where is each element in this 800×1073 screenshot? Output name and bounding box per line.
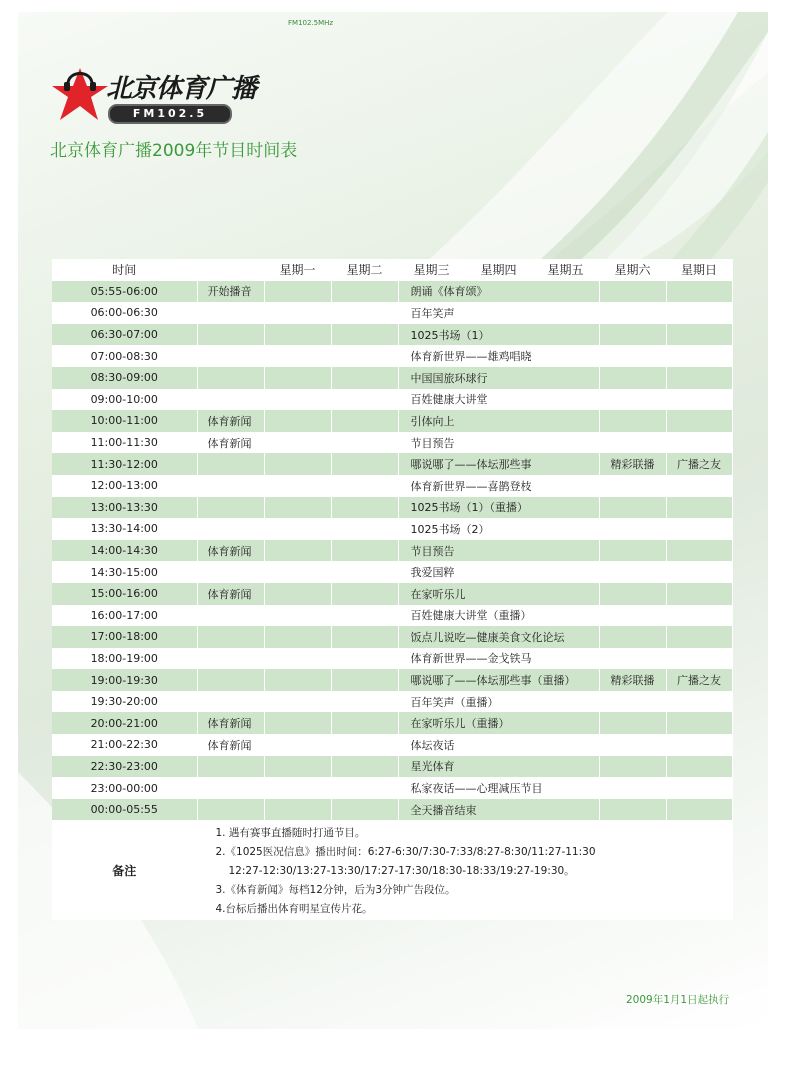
news-cell — [197, 345, 264, 367]
sunday-cell — [666, 410, 732, 432]
tuesday-cell — [331, 389, 398, 411]
monday-cell — [264, 345, 331, 367]
monday-cell — [264, 281, 331, 303]
news-cell: 体育新闻 — [197, 583, 264, 605]
program-cell: 节目预告 — [398, 432, 599, 454]
monday-cell — [264, 799, 331, 821]
news-cell — [197, 691, 264, 713]
program-cell: 百年笑声（重播） — [398, 691, 599, 713]
table-row — [52, 324, 732, 346]
sunday-cell — [666, 561, 732, 583]
time-cell: 07:00-08:30 — [52, 345, 197, 367]
saturday-cell — [599, 324, 666, 346]
time-cell: 22:30-23:00 — [52, 756, 197, 778]
sunday-cell — [666, 583, 732, 605]
news-cell — [197, 453, 264, 475]
column-header-news — [197, 259, 264, 281]
saturday-cell — [599, 712, 666, 734]
program-cell: 百姓健康大讲堂 — [398, 389, 599, 411]
table-row — [52, 453, 732, 475]
tuesday-cell — [331, 540, 398, 562]
tuesday-cell — [331, 497, 398, 519]
tuesday-cell — [331, 281, 398, 303]
monday-cell — [264, 453, 331, 475]
tuesday-cell — [331, 648, 398, 670]
saturday-cell — [599, 410, 666, 432]
sunday-cell — [666, 518, 732, 540]
time-cell: 21:00-22:30 — [52, 734, 197, 756]
column-header-time: 时间 — [52, 259, 197, 281]
time-cell: 10:00-11:00 — [52, 410, 197, 432]
time-cell: 19:30-20:00 — [52, 691, 197, 713]
program-cell: 哪说哪了——体坛那些事（重播） — [398, 669, 599, 691]
program-cell: 体育新世界——雄鸡唱晓 — [398, 345, 599, 367]
sunday-cell — [666, 389, 732, 411]
saturday-cell — [599, 345, 666, 367]
news-cell — [197, 561, 264, 583]
tuesday-cell — [331, 367, 398, 389]
program-cell: 私家夜话——心理减压节目 — [398, 777, 599, 799]
news-cell: 体育新闻 — [197, 540, 264, 562]
sunday-cell — [666, 734, 732, 756]
time-cell: 14:00-14:30 — [52, 540, 197, 562]
sunday-cell — [666, 777, 732, 799]
sunday-cell — [666, 281, 732, 303]
sunday-cell — [666, 367, 732, 389]
news-cell — [197, 648, 264, 670]
sunday-cell — [666, 648, 732, 670]
saturday-cell — [599, 734, 666, 756]
news-cell: 体育新闻 — [197, 432, 264, 454]
sunday-cell — [666, 324, 732, 346]
logo-wordmark: 北京体育广播 — [106, 74, 257, 104]
monday-cell — [264, 302, 331, 324]
time-cell: 11:30-12:00 — [52, 453, 197, 475]
table-row — [52, 648, 732, 670]
sunday-cell — [666, 497, 732, 519]
saturday-cell — [599, 691, 666, 713]
news-cell: 体育新闻 — [197, 712, 264, 734]
monday-cell — [264, 561, 331, 583]
time-cell: 16:00-17:00 — [52, 605, 197, 627]
program-cell: 引体向上 — [398, 410, 599, 432]
tuesday-cell — [331, 475, 398, 497]
saturday-cell — [599, 367, 666, 389]
saturday-cell — [599, 518, 666, 540]
saturday-cell — [599, 302, 666, 324]
tuesday-cell — [331, 691, 398, 713]
sunday-cell — [666, 626, 732, 648]
monday-cell — [264, 734, 331, 756]
monday-cell — [264, 518, 331, 540]
column-header-monday: 星期一 — [264, 259, 331, 281]
saturday-cell — [599, 626, 666, 648]
table-row — [52, 302, 732, 324]
monday-cell — [264, 475, 331, 497]
monday-cell — [264, 605, 331, 627]
table-row — [52, 367, 732, 389]
news-cell — [197, 497, 264, 519]
monday-cell — [264, 712, 331, 734]
time-cell: 06:00-06:30 — [52, 302, 197, 324]
sunday-cell — [666, 799, 732, 821]
monday-cell — [264, 777, 331, 799]
time-cell: 18:00-19:00 — [52, 648, 197, 670]
time-cell: 20:00-21:00 — [52, 712, 197, 734]
saturday-cell — [599, 561, 666, 583]
note-line: 3.《体育新闻》每档12分钟，后为3分钟广告段位。 — [215, 884, 456, 897]
frequency-label: FM102.5MHz — [288, 19, 334, 27]
effective-date: 2009年1月1日起执行 — [626, 994, 730, 1006]
monday-cell — [264, 389, 331, 411]
table-row — [52, 540, 732, 562]
news-cell: 体育新闻 — [197, 734, 264, 756]
time-cell: 11:00-11:30 — [52, 432, 197, 454]
time-cell: 14:30-15:00 — [52, 561, 197, 583]
monday-cell — [264, 497, 331, 519]
sunday-cell — [666, 302, 732, 324]
tuesday-cell — [331, 669, 398, 691]
time-cell: 00:00-05:55 — [52, 799, 197, 821]
time-cell: 19:00-19:30 — [52, 669, 197, 691]
program-cell: 朗诵《体育颂》 — [398, 281, 599, 303]
tuesday-cell — [331, 345, 398, 367]
monday-cell — [264, 540, 331, 562]
tuesday-cell — [331, 561, 398, 583]
table-row — [52, 712, 732, 734]
saturday-cell — [599, 583, 666, 605]
program-cell: 在家听乐儿（重播） — [398, 712, 599, 734]
monday-cell — [264, 583, 331, 605]
news-cell — [197, 799, 264, 821]
tuesday-cell — [331, 799, 398, 821]
notes-row — [52, 820, 732, 920]
program-cell: 1025书场（1）（重播） — [398, 497, 599, 519]
saturday-cell — [599, 432, 666, 454]
column-header-tuesday: 星期二 — [331, 259, 398, 281]
program-cell: 百年笑声 — [398, 302, 599, 324]
sunday-cell — [666, 540, 732, 562]
program-cell: 哪说哪了——体坛那些事 — [398, 453, 599, 475]
news-cell — [197, 302, 264, 324]
news-cell — [197, 367, 264, 389]
news-cell — [197, 756, 264, 778]
table-row — [52, 756, 732, 778]
table-row — [52, 475, 732, 497]
note-line: 12:27-12:30/13:27-13:30/17:27-17:30/18:30-18:33/19:27-19:30。 — [228, 865, 575, 878]
monday-cell — [264, 324, 331, 346]
saturday-cell — [599, 777, 666, 799]
tuesday-cell — [331, 777, 398, 799]
table-row — [52, 497, 732, 519]
page-title: 北京体育广播2009年节目时间表 — [50, 141, 298, 161]
tuesday-cell — [331, 583, 398, 605]
schedule-poster — [18, 12, 768, 1029]
table-row — [52, 561, 732, 583]
table-row — [52, 345, 732, 367]
news-cell — [197, 605, 264, 627]
program-cell: 百姓健康大讲堂（重播） — [398, 605, 599, 627]
monday-cell — [264, 367, 331, 389]
tuesday-cell — [331, 756, 398, 778]
tuesday-cell — [331, 324, 398, 346]
tuesday-cell — [331, 410, 398, 432]
time-cell: 23:00-00:00 — [52, 777, 197, 799]
news-cell — [197, 475, 264, 497]
saturday-cell — [599, 756, 666, 778]
news-cell: 体育新闻 — [197, 410, 264, 432]
table-row — [52, 734, 732, 756]
news-cell — [197, 518, 264, 540]
tuesday-cell — [331, 453, 398, 475]
program-cell: 体坛夜话 — [398, 734, 599, 756]
program-cell: 在家听乐儿 — [398, 583, 599, 605]
program-cell: 我爱国粹 — [398, 561, 599, 583]
program-cell: 饭点儿说吃—健康美食文化论坛 — [398, 626, 599, 648]
tuesday-cell — [331, 626, 398, 648]
sunday-cell — [666, 691, 732, 713]
monday-cell — [264, 756, 331, 778]
table-row — [52, 518, 732, 540]
time-cell: 15:00-16:00 — [52, 583, 197, 605]
news-cell: 开始播音 — [197, 281, 264, 303]
column-header-sunday: 星期日 — [666, 259, 732, 281]
table-header-row — [52, 259, 732, 281]
note-line: 2.《1025医况信息》播出时间：6:27-6:30/7:30-7:33/8:27-8:30/11:27-11:30 — [215, 846, 596, 859]
column-header-saturday: 星期六 — [599, 259, 666, 281]
sunday-cell — [666, 432, 732, 454]
saturday-cell — [599, 281, 666, 303]
tuesday-cell — [331, 302, 398, 324]
monday-cell — [264, 648, 331, 670]
time-cell: 17:00-18:00 — [52, 626, 197, 648]
notes-label: 备注 — [52, 820, 197, 920]
table-row — [52, 691, 732, 713]
tuesday-cell — [331, 605, 398, 627]
time-cell: 09:00-10:00 — [52, 389, 197, 411]
saturday-cell — [599, 540, 666, 562]
sunday-cell — [666, 475, 732, 497]
program-cell: 1025书场（2） — [398, 518, 599, 540]
table-row — [52, 777, 732, 799]
table-row — [52, 605, 732, 627]
news-cell — [197, 324, 264, 346]
table-row — [52, 799, 732, 821]
news-cell — [197, 389, 264, 411]
monday-cell — [264, 626, 331, 648]
table-row — [52, 410, 732, 432]
tuesday-cell — [331, 734, 398, 756]
sunday-cell — [666, 712, 732, 734]
saturday-cell — [599, 389, 666, 411]
time-cell: 12:00-13:00 — [52, 475, 197, 497]
sunday-cell: 广播之友 — [666, 453, 732, 475]
news-cell — [197, 777, 264, 799]
program-cell: 体育新世界——喜鹊登枝 — [398, 475, 599, 497]
monday-cell — [264, 669, 331, 691]
table-row — [52, 432, 732, 454]
program-cell: 体育新世界——金戈铁马 — [398, 648, 599, 670]
saturday-cell — [599, 475, 666, 497]
table-row — [52, 583, 732, 605]
sunday-cell — [666, 345, 732, 367]
saturday-cell — [599, 497, 666, 519]
station-logo — [50, 64, 257, 126]
saturday-cell — [599, 648, 666, 670]
notes-body — [197, 820, 732, 920]
program-cell: 节目预告 — [398, 540, 599, 562]
column-header-thursday: 星期四 — [465, 259, 532, 281]
program-cell: 1025书场（1） — [398, 324, 599, 346]
time-cell: 08:30-09:00 — [52, 367, 197, 389]
news-cell — [197, 669, 264, 691]
column-header-wednesday: 星期三 — [398, 259, 465, 281]
saturday-cell — [599, 605, 666, 627]
table-row — [52, 626, 732, 648]
tuesday-cell — [331, 712, 398, 734]
schedule-table — [52, 259, 733, 920]
sunday-cell — [666, 756, 732, 778]
table-row — [52, 669, 732, 691]
note-line: 1. 遇有赛事直播随时打通节目。 — [215, 827, 366, 840]
sunday-cell: 广播之友 — [666, 669, 732, 691]
schedule-rows — [52, 281, 732, 821]
program-cell: 全天播音结束 — [398, 799, 599, 821]
news-cell — [197, 626, 264, 648]
time-cell: 13:00-13:30 — [52, 497, 197, 519]
saturday-cell — [599, 799, 666, 821]
red-star-with-headphones-icon — [50, 64, 114, 126]
time-cell: 06:30-07:00 — [52, 324, 197, 346]
logo-frequency-badge: FM102.5 — [108, 104, 232, 124]
time-cell: 05:55-06:00 — [52, 281, 197, 303]
tuesday-cell — [331, 432, 398, 454]
time-cell: 13:30-14:00 — [52, 518, 197, 540]
column-header-friday: 星期五 — [532, 259, 599, 281]
program-cell: 星光体育 — [398, 756, 599, 778]
saturday-cell: 精彩联播 — [599, 453, 666, 475]
program-cell: 中国国旅环球行 — [398, 367, 599, 389]
monday-cell — [264, 410, 331, 432]
tuesday-cell — [331, 518, 398, 540]
table-row — [52, 281, 732, 303]
sunday-cell — [666, 605, 732, 627]
saturday-cell: 精彩联播 — [599, 669, 666, 691]
note-line: 4.台标后播出体育明星宣传片花。 — [215, 903, 373, 916]
table-row — [52, 389, 732, 411]
monday-cell — [264, 691, 331, 713]
monday-cell — [264, 432, 331, 454]
